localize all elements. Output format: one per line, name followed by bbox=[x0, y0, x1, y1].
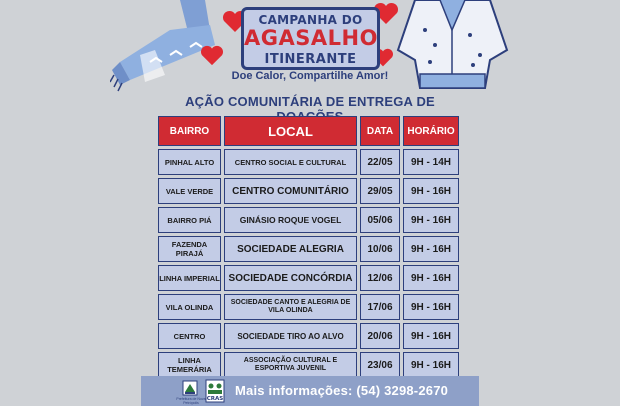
footer-bar bbox=[141, 376, 479, 406]
cell-local: ASSOCIAÇÃO CULTURAL E ESPORTIVA JUVENIL bbox=[224, 352, 357, 378]
cell-bairro: FAZENDA PIRAJÁ bbox=[158, 236, 221, 262]
header-bairro: BAIRRO bbox=[158, 116, 221, 146]
cell-data: 20/06 bbox=[360, 323, 400, 349]
cell-horario: 9H - 16H bbox=[403, 352, 459, 378]
svg-text:CRAS: CRAS bbox=[206, 396, 224, 402]
cell-horario: 9H - 16H bbox=[403, 323, 459, 349]
cell-local: GINÁSIO ROQUE VOGEL bbox=[224, 207, 357, 233]
header-horario: HORÁRIO bbox=[403, 116, 459, 146]
table-row bbox=[158, 207, 459, 233]
cell-horario: 9H - 16H bbox=[403, 236, 459, 262]
table-row bbox=[158, 236, 459, 262]
cell-horario: 9H - 14H bbox=[403, 149, 459, 175]
prefeitura-logo-label: Prefeitura de Nova Petrópolis bbox=[176, 397, 206, 405]
table-header-row bbox=[158, 116, 459, 146]
contact-info: Mais informações: (54) 3298-2670 bbox=[235, 383, 449, 398]
table-row bbox=[158, 265, 459, 291]
cell-horario: 9H - 16H bbox=[403, 265, 459, 291]
prefeitura-logo bbox=[179, 379, 201, 399]
cell-local: CENTRO SOCIAL E CULTURAL bbox=[224, 149, 357, 175]
cell-horario: 9H - 16H bbox=[403, 294, 459, 320]
campaign-title-line3: ITINERANTE bbox=[264, 52, 357, 67]
cell-horario: 9H - 16H bbox=[403, 178, 459, 204]
cell-local: SOCIEDADE CANTO E ALEGRIA DE VILA OLINDA bbox=[224, 294, 357, 320]
cell-bairro: VILA OLINDA bbox=[158, 294, 221, 320]
cras-logo bbox=[205, 379, 225, 403]
cell-data: 22/05 bbox=[360, 149, 400, 175]
cell-horario: 9H - 16H bbox=[403, 207, 459, 233]
campaign-title-box bbox=[241, 7, 380, 70]
table-row bbox=[158, 178, 459, 204]
schedule-table bbox=[155, 113, 462, 381]
cell-bairro: LINHA TEMERÁRIA bbox=[158, 352, 221, 378]
cell-local: SOCIEDADE ALEGRIA bbox=[224, 236, 357, 262]
cell-data: 23/06 bbox=[360, 352, 400, 378]
cell-bairro: PINHAL ALTO bbox=[158, 149, 221, 175]
header-local: LOCAL bbox=[224, 116, 357, 146]
header-data: DATA bbox=[360, 116, 400, 146]
table-row bbox=[158, 352, 459, 378]
cell-data: 12/06 bbox=[360, 265, 400, 291]
cell-local: SOCIEDADE TIRO AO ALVO bbox=[224, 323, 357, 349]
table-row bbox=[158, 323, 459, 349]
cell-data: 29/05 bbox=[360, 178, 400, 204]
tagline: Doe Calor, Compartilhe Amor! bbox=[231, 70, 389, 82]
cell-data: 10/06 bbox=[360, 236, 400, 262]
cell-bairro: LINHA IMPERIAL bbox=[158, 265, 221, 291]
section-subtitle: AÇÃO COMUNITÁRIA DE ENTREGA DE bbox=[185, 94, 435, 109]
cell-bairro: VALE VERDE bbox=[158, 178, 221, 204]
campaign-title-line1: CAMPANHA DO bbox=[258, 13, 363, 27]
table-row bbox=[158, 294, 459, 320]
heart-icon bbox=[200, 45, 224, 67]
cell-bairro: BAIRRO PIÁ bbox=[158, 207, 221, 233]
cell-data: 05/06 bbox=[360, 207, 400, 233]
cell-local: SOCIEDADE CONCÓRDIA bbox=[224, 265, 357, 291]
campaign-title-main: AGASALHO bbox=[244, 26, 378, 50]
cell-bairro: CENTRO bbox=[158, 323, 221, 349]
table-row bbox=[158, 149, 459, 175]
cell-data: 17/06 bbox=[360, 294, 400, 320]
sweater-icon bbox=[395, 0, 510, 95]
cell-local: CENTRO COMUNITÁRIO bbox=[224, 178, 357, 204]
